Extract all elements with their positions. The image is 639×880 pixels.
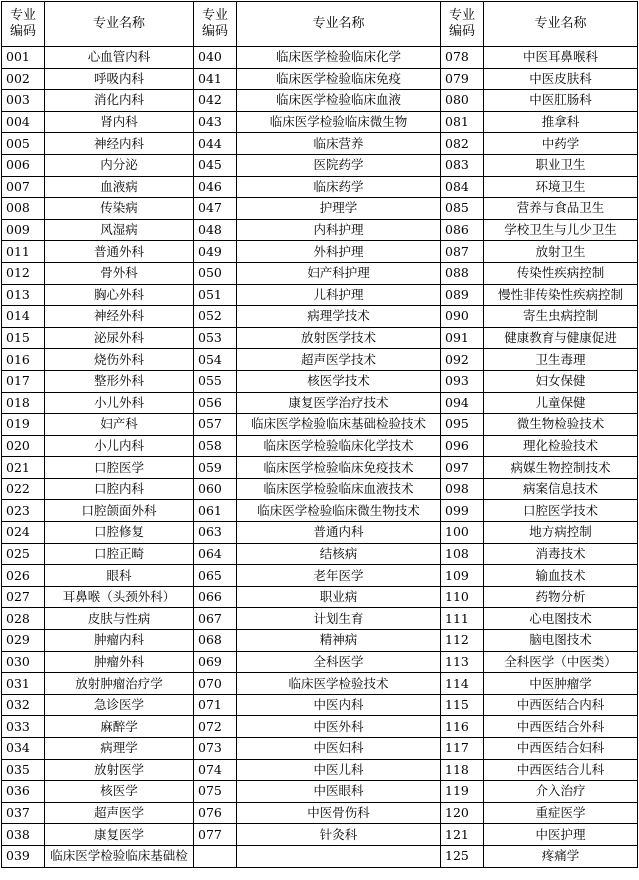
specialty-name-cell: 临床医学检验临床化学 (237, 47, 441, 69)
table-row (2, 90, 638, 112)
specialty-code-cell: 003 (2, 90, 45, 112)
specialty-code-cell: 022 (2, 478, 45, 500)
specialty-code-cell: 041 (194, 68, 237, 90)
specialty-code-cell: 094 (441, 392, 484, 414)
table-row (2, 845, 638, 867)
table-row (2, 522, 638, 544)
specialty-code-cell: 043 (194, 111, 237, 133)
specialty-name-cell: 神经内科 (45, 133, 194, 155)
specialty-name-cell: 老年医学 (237, 565, 441, 587)
specialty-code-cell: 032 (2, 694, 45, 716)
specialty-code-cell: 072 (194, 716, 237, 738)
specialty-code-cell: 090 (441, 306, 484, 328)
specialty-name-cell: 微生物检验技术 (484, 414, 638, 436)
specialty-name-cell: 中医肛肠科 (484, 90, 638, 112)
specialty-name-cell: 结核病 (237, 543, 441, 565)
specialty-code-cell: 076 (194, 802, 237, 824)
specialty-code-cell: 015 (2, 327, 45, 349)
table-row (2, 370, 638, 392)
column-header-code (441, 2, 484, 47)
column-header-name: 专业名称 (45, 2, 194, 47)
specialty-code-cell: 018 (2, 392, 45, 414)
specialty-name-cell: 医院药学 (237, 154, 441, 176)
specialty-name-cell: 病媒生物控制技术 (484, 457, 638, 479)
specialty-name-cell: 小儿内科 (45, 435, 194, 457)
specialty-name-cell: 临床医学检验临床化学技术 (237, 435, 441, 457)
specialty-code-cell: 081 (441, 111, 484, 133)
specialty-code-cell: 030 (2, 651, 45, 673)
specialty-name-cell: 传染病 (45, 198, 194, 220)
specialty-code-cell: 113 (441, 651, 484, 673)
specialty-name-cell: 消毒技术 (484, 543, 638, 565)
table-row (2, 284, 638, 306)
specialty-name-cell: 眼科 (45, 565, 194, 587)
specialty-name-cell: 中医护理 (484, 824, 638, 846)
specialty-code-cell: 116 (441, 716, 484, 738)
specialty-code-cell: 070 (194, 673, 237, 695)
specialty-name-cell: 卫生毒理 (484, 349, 638, 371)
specialty-code-cell: 042 (194, 90, 237, 112)
specialty-code-cell: 067 (194, 608, 237, 630)
specialty-code-cell: 112 (441, 630, 484, 652)
table-row (2, 68, 638, 90)
specialty-code-cell: 053 (194, 327, 237, 349)
column-header-code (194, 2, 237, 47)
specialty-name-cell: 放射肿瘤治疗学 (45, 673, 194, 695)
specialty-name-cell: 放射医学技术 (237, 327, 441, 349)
table-row (2, 176, 638, 198)
table-row (2, 543, 638, 565)
specialty-name-cell: 病案信息技术 (484, 478, 638, 500)
specialty-code-cell: 079 (441, 68, 484, 90)
specialty-code-cell: 014 (2, 306, 45, 328)
specialty-name-cell: 放射医学 (45, 759, 194, 781)
table-row (2, 608, 638, 630)
specialty-code-cell: 074 (194, 759, 237, 781)
table-row (2, 241, 638, 263)
specialty-code-cell: 057 (194, 414, 237, 436)
specialty-code-cell: 077 (194, 824, 237, 846)
specialty-name-cell: 普通内科 (237, 522, 441, 544)
table-row (2, 759, 638, 781)
specialty-name-cell: 口腔医学 (45, 457, 194, 479)
specialty-name-cell: 胸心外科 (45, 284, 194, 306)
specialty-name-cell: 普通外科 (45, 241, 194, 263)
specialty-code-cell: 109 (441, 565, 484, 587)
specialty-name-cell: 口腔颌面外科 (45, 500, 194, 522)
specialty-name-cell: 肿瘤内科 (45, 630, 194, 652)
specialty-name-cell: 口腔内科 (45, 478, 194, 500)
table-row (2, 133, 638, 155)
specialty-code-cell: 075 (194, 781, 237, 803)
specialty-code-cell: 061 (194, 500, 237, 522)
specialty-name-cell: 护理学 (237, 198, 441, 220)
specialty-code-cell: 040 (194, 47, 237, 69)
specialty-code-cell: 025 (2, 543, 45, 565)
specialty-name-cell: 临床医学检验临床微生物技术 (237, 500, 441, 522)
specialty-name-cell: 内科护理 (237, 219, 441, 241)
specialty-code-cell: 023 (2, 500, 45, 522)
specialty-name-cell: 临床医学检验临床基础检验技术 (237, 414, 441, 436)
specialty-code-cell: 037 (2, 802, 45, 824)
specialty-name-cell: 临床医学检验临床免疫 (237, 68, 441, 90)
specialty-name-cell: 地方病控制 (484, 522, 638, 544)
table-row (2, 154, 638, 176)
table-row (2, 219, 638, 241)
specialty-name-cell: 临床医学检验临床免疫技术 (237, 457, 441, 479)
specialty-name-cell: 职业卫生 (484, 154, 638, 176)
specialty-code-cell: 078 (441, 47, 484, 69)
table-row (2, 673, 638, 695)
specialty-code-cell: 047 (194, 198, 237, 220)
specialty-name-cell: 临床医学检验临床血液 (237, 90, 441, 112)
specialty-name-cell: 核医学技术 (237, 370, 441, 392)
specialty-code-cell: 065 (194, 565, 237, 587)
specialty-code-cell: 095 (441, 414, 484, 436)
table-row (2, 414, 638, 436)
table-row (2, 738, 638, 760)
specialty-name-cell: 儿童保健 (484, 392, 638, 414)
table-row (2, 651, 638, 673)
specialty-name-cell: 临床药学 (237, 176, 441, 198)
table-row (2, 327, 638, 349)
specialty-name-cell: 内分泌 (45, 154, 194, 176)
specialty-code-cell: 055 (194, 370, 237, 392)
specialty-name-cell: 耳鼻喉（头颈外科） (45, 586, 194, 608)
specialty-name-cell: 妇女保健 (484, 370, 638, 392)
specialty-code-cell: 048 (194, 219, 237, 241)
specialty-name-cell: 环境卫生 (484, 176, 638, 198)
specialty-name-cell: 中医内科 (237, 694, 441, 716)
specialty-code-cell: 024 (2, 522, 45, 544)
specialty-name-cell: 营养与食品卫生 (484, 198, 638, 220)
table-row (2, 716, 638, 738)
specialty-name-cell: 消化内科 (45, 90, 194, 112)
table-row (2, 111, 638, 133)
specialty-name-cell: 超声医学 (45, 802, 194, 824)
specialty-code-cell: 051 (194, 284, 237, 306)
specialty-name-cell: 肿瘤外科 (45, 651, 194, 673)
specialty-name-cell: 麻醉学 (45, 716, 194, 738)
specialty-name-cell: 口腔修复 (45, 522, 194, 544)
specialty-name-cell: 妇产科 (45, 414, 194, 436)
specialty-code-cell: 011 (2, 241, 45, 263)
specialty-name-cell: 脑电图技术 (484, 630, 638, 652)
specialty-code-cell: 083 (441, 154, 484, 176)
specialty-name-cell: 临床营养 (237, 133, 441, 155)
table-row (2, 198, 638, 220)
specialty-code-cell: 063 (194, 522, 237, 544)
specialty-name-cell: 职业病 (237, 586, 441, 608)
table-row (2, 262, 638, 284)
specialty-name-cell: 临床医学检验临床基础检 (45, 845, 194, 867)
specialty-name-cell: 推拿科 (484, 111, 638, 133)
specialty-code-cell: 004 (2, 111, 45, 133)
specialty-code-cell: 064 (194, 543, 237, 565)
specialty-code-cell: 046 (194, 176, 237, 198)
specialty-name-cell: 肾内科 (45, 111, 194, 133)
table-row (2, 457, 638, 479)
specialty-name-cell: 中西医结合妇科 (484, 738, 638, 760)
specialty-name-cell: 中医肿瘤学 (484, 673, 638, 695)
table-row (2, 802, 638, 824)
table-row (2, 781, 638, 803)
specialty-name-cell: 呼吸内科 (45, 68, 194, 90)
specialty-code-cell: 100 (441, 522, 484, 544)
specialty-name-cell: 康复医学 (45, 824, 194, 846)
specialty-name-cell: 中西医结合儿科 (484, 759, 638, 781)
specialty-code-cell: 117 (441, 738, 484, 760)
specialty-code-cell: 058 (194, 435, 237, 457)
specialty-name-cell: 儿科护理 (237, 284, 441, 306)
specialty-code-cell: 071 (194, 694, 237, 716)
column-header-code (2, 2, 45, 47)
table-row (2, 392, 638, 414)
specialty-name-cell: 中医骨伤科 (237, 802, 441, 824)
specialty-code-cell: 027 (2, 586, 45, 608)
specialty-code-cell: 006 (2, 154, 45, 176)
table-row (2, 478, 638, 500)
specialty-name-cell: 慢性非传染性疾病控制 (484, 284, 638, 306)
specialty-name-cell: 骨外科 (45, 262, 194, 284)
specialty-name-cell: 核医学 (45, 781, 194, 803)
specialty-name-cell: 血液病 (45, 176, 194, 198)
specialty-name-cell: 全科医学（中医类） (484, 651, 638, 673)
table-header-row (2, 2, 638, 47)
specialty-code-cell: 026 (2, 565, 45, 587)
specialty-code-cell: 016 (2, 349, 45, 371)
specialty-name-cell: 康复医学治疗技术 (237, 392, 441, 414)
specialty-code-cell: 044 (194, 133, 237, 155)
specialty-code-cell: 121 (441, 824, 484, 846)
specialty-name-cell: 急诊医学 (45, 694, 194, 716)
specialty-code-cell: 098 (441, 478, 484, 500)
specialty-name-cell: 小儿外科 (45, 392, 194, 414)
specialty-code-table (1, 1, 638, 868)
specialty-name-cell: 病理学技术 (237, 306, 441, 328)
specialty-name-cell: 外科护理 (237, 241, 441, 263)
specialty-code-cell: 097 (441, 457, 484, 479)
specialty-name-cell: 学校卫生与儿少卫生 (484, 219, 638, 241)
header-code-text: 专业 编码 (201, 8, 228, 39)
table-row (2, 306, 638, 328)
specialty-name-cell: 心血管内科 (45, 47, 194, 69)
table-row (2, 435, 638, 457)
specialty-name-cell: 中医外科 (237, 716, 441, 738)
specialty-name-cell: 神经外科 (45, 306, 194, 328)
specialty-code-cell: 020 (2, 435, 45, 457)
specialty-code-cell: 089 (441, 284, 484, 306)
specialty-name-cell: 理化检验技术 (484, 435, 638, 457)
specialty-code-cell: 034 (2, 738, 45, 760)
specialty-code-cell: 120 (441, 802, 484, 824)
table-row (2, 565, 638, 587)
specialty-name-cell: 皮肤与性病 (45, 608, 194, 630)
specialty-name-cell: 针灸科 (237, 824, 441, 846)
specialty-code-cell: 082 (441, 133, 484, 155)
specialty-name-cell: 寄生虫病控制 (484, 306, 638, 328)
specialty-name-cell: 临床医学检验临床血液技术 (237, 478, 441, 500)
specialty-code-cell: 073 (194, 738, 237, 760)
specialty-name-cell: 中医皮肤科 (484, 68, 638, 90)
specialty-code-cell: 008 (2, 198, 45, 220)
specialty-name-cell: 超声医学技术 (237, 349, 441, 371)
specialty-code-cell: 088 (441, 262, 484, 284)
specialty-code-cell: 035 (2, 759, 45, 781)
specialty-code-cell: 108 (441, 543, 484, 565)
specialty-name-cell: 中医耳鼻喉科 (484, 47, 638, 69)
specialty-code-cell: 119 (441, 781, 484, 803)
specialty-code-cell: 118 (441, 759, 484, 781)
specialty-name-cell: 重症医学 (484, 802, 638, 824)
specialty-code-cell: 115 (441, 694, 484, 716)
specialty-name-cell: 精神病 (237, 630, 441, 652)
specialty-code-cell: 012 (2, 262, 45, 284)
specialty-code-cell: 125 (441, 845, 484, 867)
specialty-name-cell: 计划生育 (237, 608, 441, 630)
specialty-code-cell: 111 (441, 608, 484, 630)
specialty-name-cell: 放射卫生 (484, 241, 638, 263)
specialty-name-cell: 病理学 (45, 738, 194, 760)
specialty-code-cell: 049 (194, 241, 237, 263)
specialty-name-cell: 中医妇科 (237, 738, 441, 760)
specialty-code-cell: 017 (2, 370, 45, 392)
specialty-name-cell: 妇产科护理 (237, 262, 441, 284)
specialty-code-cell: 013 (2, 284, 45, 306)
specialty-code-cell: 096 (441, 435, 484, 457)
specialty-code-cell: 086 (441, 219, 484, 241)
specialty-code-cell: 009 (2, 219, 45, 241)
specialty-code-cell: 031 (2, 673, 45, 695)
specialty-name-cell: 输血技术 (484, 565, 638, 587)
specialty-name-cell: 临床医学检验临床微生物 (237, 111, 441, 133)
table-wrapper (1, 1, 638, 868)
specialty-code-cell: 007 (2, 176, 45, 198)
specialty-code-cell (194, 845, 237, 867)
specialty-code-cell: 001 (2, 47, 45, 69)
column-header-name: 专业名称 (237, 2, 441, 47)
specialty-code-cell: 028 (2, 608, 45, 630)
specialty-code-cell: 060 (194, 478, 237, 500)
specialty-code-cell: 054 (194, 349, 237, 371)
specialty-name-cell: 中医儿科 (237, 759, 441, 781)
table-row (2, 694, 638, 716)
specialty-name-cell: 口腔正畸 (45, 543, 194, 565)
specialty-name-cell: 心电图技术 (484, 608, 638, 630)
specialty-code-cell: 068 (194, 630, 237, 652)
specialty-name-cell: 传染性疾病控制 (484, 262, 638, 284)
specialty-code-cell: 038 (2, 824, 45, 846)
specialty-code-cell: 087 (441, 241, 484, 263)
specialty-code-cell: 029 (2, 630, 45, 652)
specialty-code-cell: 066 (194, 586, 237, 608)
specialty-name-cell: 临床医学检验技术 (237, 673, 441, 695)
specialty-code-cell: 045 (194, 154, 237, 176)
specialty-name-cell: 中药学 (484, 133, 638, 155)
specialty-name-cell: 全科医学 (237, 651, 441, 673)
specialty-code-cell: 056 (194, 392, 237, 414)
specialty-code-cell: 019 (2, 414, 45, 436)
specialty-code-cell: 021 (2, 457, 45, 479)
table-row (2, 630, 638, 652)
specialty-code-cell: 080 (441, 90, 484, 112)
specialty-code-cell: 093 (441, 370, 484, 392)
specialty-code-cell: 002 (2, 68, 45, 90)
table-row (2, 586, 638, 608)
specialty-code-cell: 114 (441, 673, 484, 695)
specialty-code-cell: 092 (441, 349, 484, 371)
specialty-code-cell: 099 (441, 500, 484, 522)
specialty-code-cell: 069 (194, 651, 237, 673)
specialty-code-cell: 050 (194, 262, 237, 284)
specialty-code-cell: 033 (2, 716, 45, 738)
specialty-name-cell: 药物分析 (484, 586, 638, 608)
table-row (2, 500, 638, 522)
specialty-code-cell: 005 (2, 133, 45, 155)
table-row (2, 349, 638, 371)
specialty-name-cell: 中医眼科 (237, 781, 441, 803)
specialty-code-cell: 036 (2, 781, 45, 803)
specialty-code-cell: 085 (441, 198, 484, 220)
column-header-name: 专业名称 (484, 2, 638, 47)
specialty-name-cell: 健康教育与健康促进 (484, 327, 638, 349)
specialty-code-cell: 059 (194, 457, 237, 479)
specialty-code-cell: 110 (441, 586, 484, 608)
specialty-name-cell: 烧伤外科 (45, 349, 194, 371)
specialty-name-cell: 介入治疗 (484, 781, 638, 803)
specialty-name-cell: 中西医结合内科 (484, 694, 638, 716)
specialty-code-cell: 052 (194, 306, 237, 328)
specialty-code-cell: 039 (2, 845, 45, 867)
header-code-text: 专业 编码 (9, 8, 36, 39)
specialty-name-cell (237, 845, 441, 867)
specialty-name-cell: 中西医结合外科 (484, 716, 638, 738)
specialty-code-cell: 084 (441, 176, 484, 198)
specialty-name-cell: 泌尿外科 (45, 327, 194, 349)
specialty-name-cell: 口腔医学技术 (484, 500, 638, 522)
table-row (2, 47, 638, 69)
header-code-text: 专业 编码 (448, 8, 475, 39)
specialty-name-cell: 风湿病 (45, 219, 194, 241)
table-row (2, 824, 638, 846)
specialty-name-cell: 整形外科 (45, 370, 194, 392)
table-body (2, 47, 638, 868)
specialty-name-cell: 疼痛学 (484, 845, 638, 867)
specialty-code-cell: 091 (441, 327, 484, 349)
